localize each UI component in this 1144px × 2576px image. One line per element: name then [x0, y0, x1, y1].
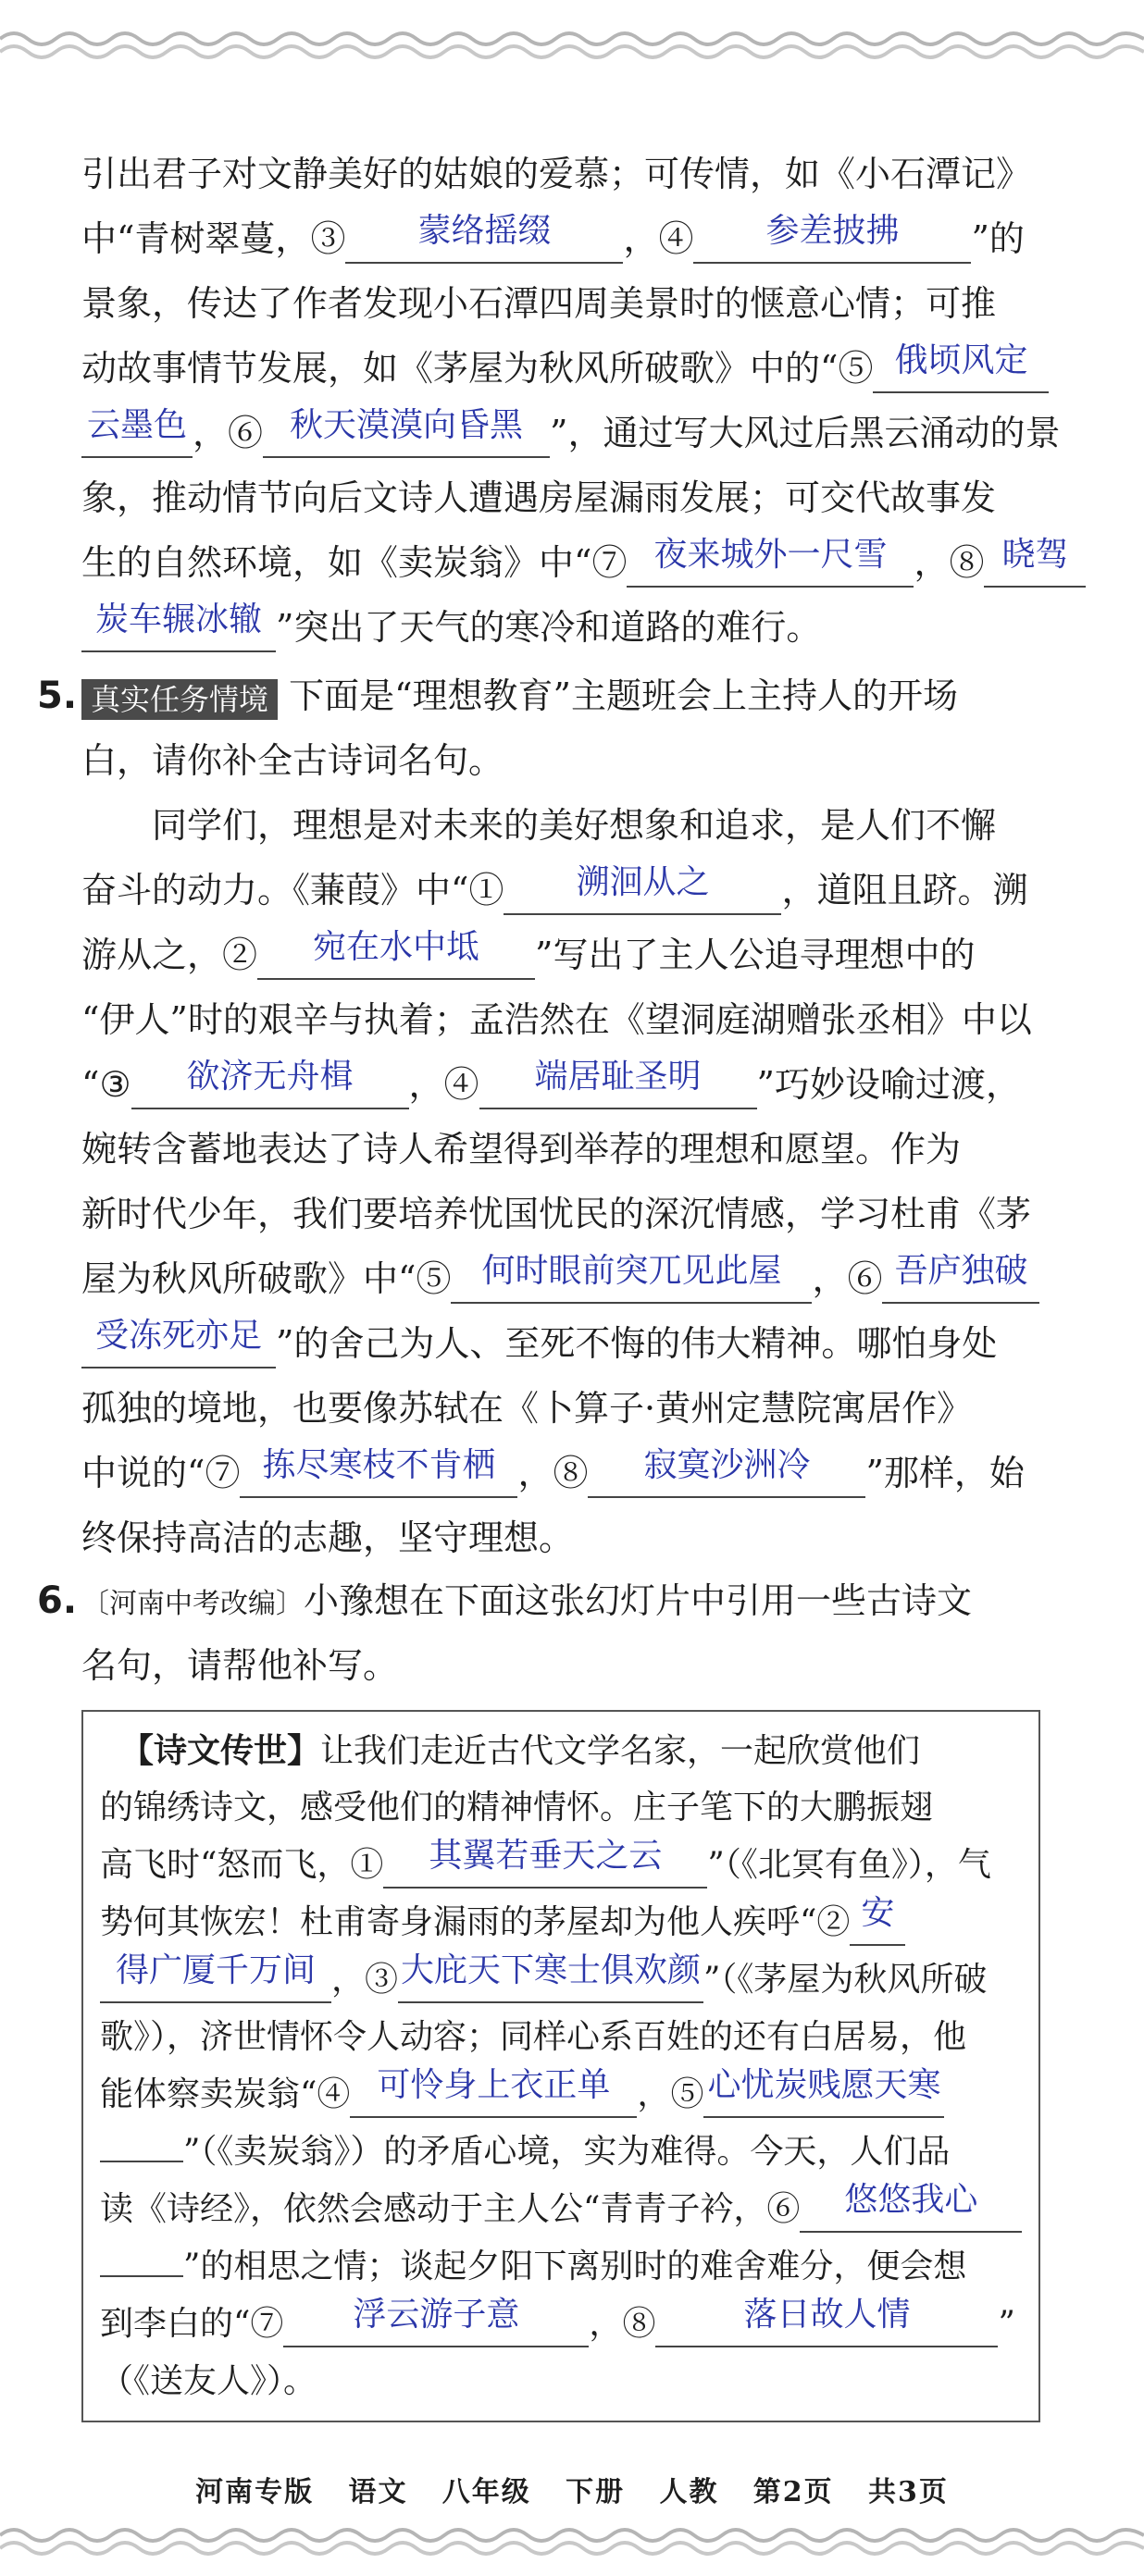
- q6-blank-5[interactable]: 心忧炭贱愿天寒: [703, 2074, 944, 2118]
- box-line-6: 歌》），济世情怀令人动容；同样心系百姓的还有白居易，他: [100, 2018, 967, 2056]
- q5-blank-6-cont[interactable]: 受冻死亦足: [81, 1322, 276, 1368]
- q5-line-2: 白，请你补全古诗词名句。: [81, 740, 504, 781]
- box-line-8: ”（《卖炭翁》）的矛盾心境，实为难得。今天，人们品: [100, 2124, 950, 2180]
- q5-line-5: 游从之，② 宛在水中坻 ”写出了主人公追寻理想中的: [81, 927, 975, 983]
- q4-blank-6[interactable]: 秋天漠漠向昏黑: [263, 412, 550, 458]
- q5-blank-7[interactable]: 拣尽寒枝不肯栖: [240, 1452, 517, 1498]
- q5-line-8: 婉转含蓄地表达了诗人希望得到举荐的理想和愿望。作为: [81, 1129, 962, 1170]
- q6-blank-5-cont[interactable]: [100, 2161, 183, 2162]
- q5-blank-6[interactable]: 吾庐独破: [882, 1257, 1039, 1304]
- q6-number: 6.: [37, 1579, 78, 1622]
- q6-blank-2[interactable]: 安: [850, 1901, 905, 1946]
- top-wave-border: [0, 20, 1144, 74]
- box-line-3: 高飞时“怒而飞，① 其翼若垂天之云 ”（《北冥有鱼》），气: [100, 1838, 991, 1893]
- q5-blank-3[interactable]: 欲济无舟楫: [131, 1063, 409, 1109]
- q5-line-11: 受冻死亦足 ”的舍己为人、至死不悔的伟大精神。哪怕身处: [81, 1316, 997, 1371]
- box-line-7: 能体察卖炭翁“④ 可怜身上衣正单 ，⑤ 心忧炭贱愿天寒: [100, 2067, 944, 2123]
- q5-line-14: 终保持高洁的志趣，坚守理想。: [81, 1517, 575, 1558]
- q5-line-4: 奋斗的动力。《蒹葭》中“① 溯洄从之 ，道阻且跻。溯: [81, 862, 1027, 918]
- q5-number: 5.: [37, 675, 78, 717]
- q4-line-3: 景象，传达了作者发现小石潭四周美景时的惬意心情；可推: [81, 283, 997, 324]
- q6-line-1: 6. 〔河南中考改编〕小豫想在下面这张幻灯片中引用一些古诗文: [81, 1573, 972, 1629]
- q4-blank-5[interactable]: 俄顷风定: [873, 347, 1049, 393]
- q5-line-10: 屋为秋风所破歌》中“⑤ 何时眼前突兀见此屋 ，⑥ 吾庐独破: [81, 1251, 1039, 1307]
- q5-line-12: 孤独的境地，也要像苏轼在《卜算子·黄州定慧院寓居作》: [81, 1388, 973, 1429]
- box-line-1: 【诗文传世】让我们走近古代文学名家，一起欣赏他们: [120, 1731, 921, 1770]
- page-footer: 河南专版 语文 八年级 下册 人教 第2页 共3页: [195, 2476, 949, 2508]
- q6-blank-3[interactable]: 大庇天下寒士俱欢颜: [398, 1959, 703, 2003]
- q5-line-13: 中说的“⑦ 拣尽寒枝不肯栖 ，⑧ 寂寞沙洲冷 ”那样，始: [81, 1445, 1025, 1501]
- q6-blank-6[interactable]: 悠悠我心: [800, 2188, 1022, 2233]
- q4-blank-4[interactable]: 参差披拂: [693, 217, 971, 264]
- q4-line-5: 云墨色 ，⑥ 秋天漠漠向昏黑 ”，通过写大风过后黑云涌动的景: [81, 405, 1060, 461]
- box-line-5: 得广厦千万间 ，③大庇天下寒士俱欢颜”（《茅屋为秋风所破: [100, 1952, 987, 2008]
- q4-blank-8-cont[interactable]: 炭车辗冰辙: [81, 606, 276, 652]
- q5-blank-2[interactable]: 宛在水中坻: [257, 934, 535, 980]
- q5-line-6: “伊人”时的艰辛与执着；孟浩然在《望洞庭湖赠张丞相》中以: [81, 999, 1032, 1040]
- bottom-wave-border: [0, 2517, 1144, 2570]
- box-line-12: （《送友人》）。: [100, 2362, 317, 2400]
- q4-line-2: 中“青树翠蔓，③ 蒙络摇缀 ，④ 参差披拂 ”的: [81, 211, 1025, 266]
- q5-line-3: 同学们，理想是对未来的美好想象和追求，是人们不懈: [152, 805, 997, 846]
- q6-source: 〔河南中考改编〕: [81, 1588, 304, 1620]
- q6-blank-1[interactable]: 其翼若垂天之云: [383, 1844, 707, 1889]
- q6-blank-4[interactable]: 可怜身上衣正单: [350, 2074, 637, 2118]
- q4-line-7: 生的自然环境，如《卖炭翁》中“⑦ 夜来城外一尺雪 ，⑧ 晓驾: [81, 535, 1086, 590]
- q4-blank-5-cont[interactable]: 云墨色: [81, 412, 193, 458]
- q5-blank-4[interactable]: 端居耻圣明: [479, 1063, 757, 1109]
- box-line-4: 势何其恢宏！杜甫寄身漏雨的茅屋却为他人疾呼“② 安: [100, 1895, 905, 1951]
- q6-blank-8[interactable]: 落日故人情: [655, 2303, 998, 2347]
- q5-line-9: 新时代少年，我们要培养忧国忧民的深沉情感，学习杜甫《茅: [81, 1194, 1032, 1234]
- q6-blank-6-cont[interactable]: [100, 2275, 183, 2277]
- box-title: 【诗文传世】: [120, 1731, 321, 1770]
- q4-blank-7[interactable]: 夜来城外一尺雪: [627, 541, 914, 588]
- q5-blank-1[interactable]: 溯洄从之: [504, 869, 781, 915]
- q5-blank-8[interactable]: 寂寞沙洲冷: [588, 1452, 865, 1498]
- q5-line-7: “③ 欲济无舟楫 ，④ 端居耻圣明 ”巧妙设喻过渡，: [81, 1057, 1021, 1112]
- task-tag: 真实任务情境: [81, 679, 278, 720]
- q4-blank-8[interactable]: 晓驾: [984, 541, 1086, 588]
- box-line-9: 读《诗经》，依然会感动于主人公“青青子衿，⑥ 悠悠我心: [100, 2182, 1022, 2237]
- q4-line-8: 炭车辗冰辙 ”突出了天气的寒冷和道路的难行。: [81, 600, 821, 655]
- q6-blank-2-cont[interactable]: 得广厦千万间: [100, 1959, 331, 2003]
- q5-blank-5[interactable]: 何时眼前突兀见此屋: [451, 1257, 812, 1304]
- q6-line-2: 名句，请帮他补写。: [81, 1645, 399, 1686]
- q4-line-1: 引出君子对文静美好的姑娘的爱慕；可传情，如《小石潭记》: [81, 154, 1032, 194]
- q5-line-1: 5. 真实任务情境 下面是“理想教育”主题班会上主持人的开场: [81, 668, 958, 724]
- q4-line-4: 动故事情节发展，如《茅屋为秋风所破歌》中的“⑤ 俄顷风定: [81, 341, 1049, 396]
- q6-blank-7[interactable]: 浮云游子意: [283, 2303, 589, 2347]
- box-line-2: 的锦绣诗文，感受他们的精神情怀。庄子笔下的大鹏振翅: [100, 1789, 934, 1827]
- box-line-10: ”的相思之情；谈起夕阳下离别时的难舍难分，便会想: [100, 2239, 966, 2295]
- box-line-11: 到李白的“⑦ 浮云游子意 ，⑧ 落日故人情 ”: [100, 2297, 1015, 2352]
- q4-blank-3[interactable]: 蒙络摇缀: [345, 217, 623, 264]
- q4-line-6: 象，推动情节向后文诗人遭遇房屋漏雨发展；可交代故事发: [81, 477, 997, 518]
